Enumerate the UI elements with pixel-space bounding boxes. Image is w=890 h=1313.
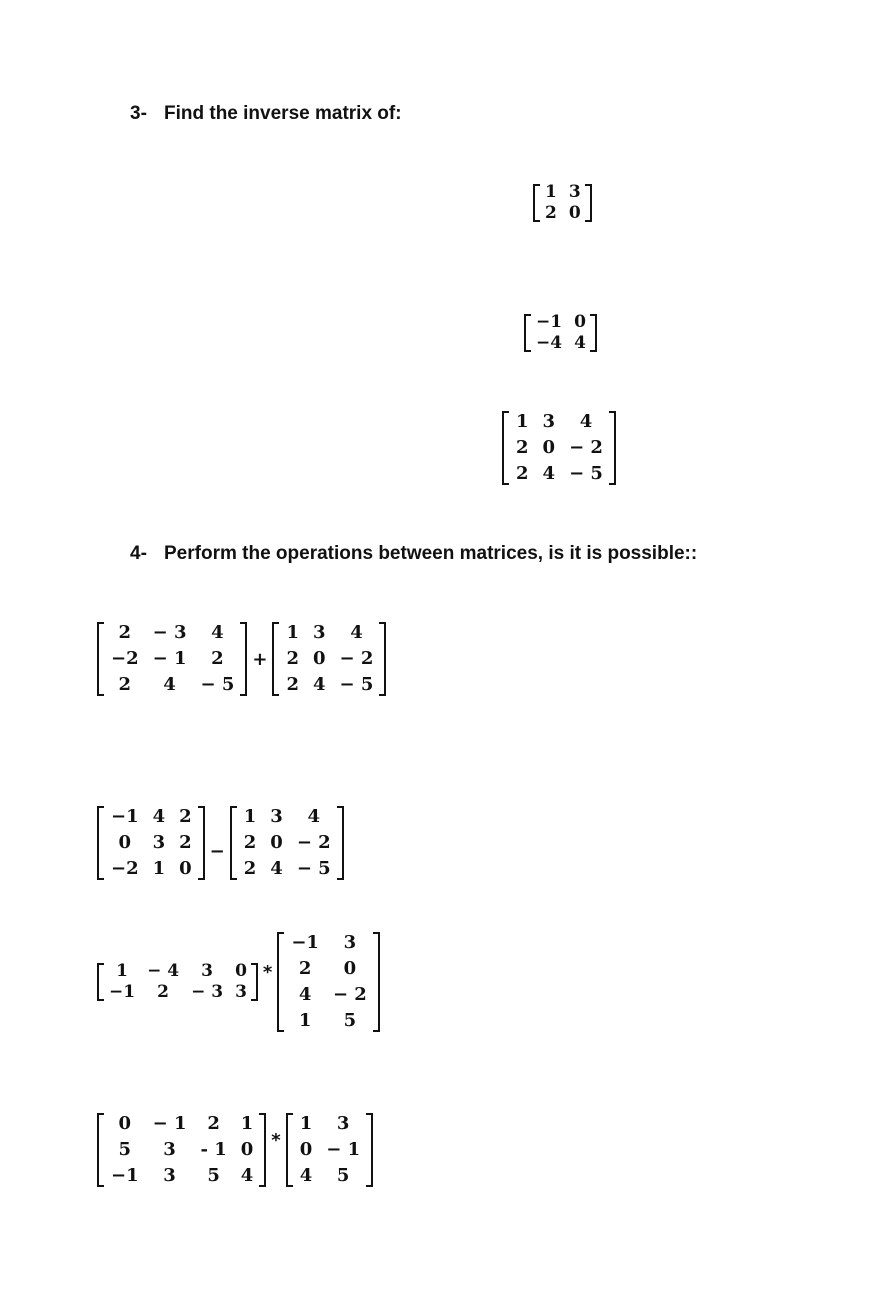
matrix-cell: 2 (207, 1113, 220, 1134)
matrix-cell: 3 (163, 1165, 176, 1186)
matrix (502, 409, 616, 487)
matrix-cell: 4 (542, 463, 556, 484)
plus-operator: + (252, 648, 268, 670)
matrix-cell: 4 (298, 984, 312, 1005)
matrix-cell: 4 (312, 674, 326, 695)
matrix-cell: 1 (286, 622, 299, 643)
matrix-cell: 4 (163, 674, 176, 695)
matrix-cell: 1 (298, 1010, 312, 1031)
matrix-cell: − 5 (339, 674, 374, 695)
operation-subtraction (97, 804, 344, 882)
matrix-cell: 0 (299, 1139, 313, 1160)
matrix (524, 312, 597, 354)
section-3-number: 3- (130, 103, 147, 124)
matrix-cell: − 3 (191, 982, 224, 1002)
matrix-cell: −2 (111, 858, 139, 879)
matrix-cell: −1 (111, 1165, 139, 1186)
matrix-cell: 4 (579, 411, 593, 432)
matrix-cell: 3 (336, 1113, 350, 1134)
matrix-cell: 1 (299, 1113, 313, 1134)
inverse-matrix-2 (524, 312, 597, 354)
matrix-cell: 3 (201, 961, 213, 981)
matrix-cell: 2 (545, 203, 557, 223)
matrix-cell: 4 (240, 1165, 254, 1186)
multiply-operator: * (271, 1129, 281, 1151)
matrix-cell: − 1 (326, 1139, 361, 1160)
operation-multiplication-1 (97, 930, 380, 1034)
matrix-cell: − 2 (569, 437, 603, 458)
matrix (97, 1111, 266, 1189)
matrix-cell: 2 (298, 958, 312, 979)
inverse-matrix-3 (502, 409, 616, 487)
matrix (97, 620, 247, 698)
matrix-cell: 5 (336, 1165, 350, 1186)
matrix-cell: −2 (111, 648, 139, 669)
matrix-cell: 3 (343, 932, 357, 953)
matrix-cell: 2 (118, 674, 132, 695)
matrix-cell: 1 (545, 182, 557, 202)
matrix-cell: −1 (291, 932, 319, 953)
matrix-cell: 4 (270, 858, 283, 879)
matrix-cell: −4 (536, 333, 563, 353)
matrix-cell: 5 (118, 1139, 132, 1160)
matrix-cell: 3 (152, 832, 166, 853)
matrix-cell: 0 (118, 832, 132, 853)
multiply-operator: * (262, 961, 273, 983)
section-4-title: Perform the operations between matrices, is it is possible:: (164, 543, 698, 564)
matrix-cell: 2 (179, 832, 192, 853)
matrix (97, 804, 205, 882)
matrix-cell: 4 (350, 622, 363, 643)
matrix-cell: 3 (270, 806, 283, 827)
matrix (272, 620, 386, 698)
matrix-cell: 3 (235, 982, 247, 1002)
matrix-cell: − 2 (332, 984, 367, 1005)
matrix-cell: 0 (235, 961, 247, 981)
matrix-cell: 2 (516, 463, 529, 484)
matrix-cell: 2 (516, 437, 529, 458)
matrix (97, 961, 258, 1003)
matrix-cell: 0 (574, 312, 586, 332)
matrix-cell: 0 (179, 858, 192, 879)
matrix-cell: 2 (286, 674, 299, 695)
matrix-cell: − 2 (296, 832, 331, 853)
matrix-cell: 2 (157, 982, 169, 1002)
matrix-cell: 2 (118, 622, 132, 643)
matrix-cell: 1 (243, 806, 257, 827)
matrix-cell: 0 (240, 1139, 254, 1160)
matrix-cell: 2 (179, 806, 192, 827)
matrix-cell: 4 (307, 806, 321, 827)
matrix-cell: 3 (163, 1139, 176, 1160)
matrix-cell: 1 (116, 961, 128, 981)
operation-multiplication-2 (97, 1111, 373, 1189)
matrix-cell: − 4 (147, 961, 180, 981)
matrix-cell: 0 (118, 1113, 132, 1134)
matrix-cell: − 5 (296, 858, 331, 879)
matrix-cell: 2 (243, 832, 257, 853)
matrix-cell: 5 (207, 1165, 220, 1186)
matrix-cell: 3 (312, 622, 326, 643)
matrix-cell: 3 (568, 182, 581, 202)
matrix-cell: 5 (343, 1010, 357, 1031)
matrix-cell: − 5 (200, 674, 235, 695)
matrix (230, 804, 344, 882)
matrix-cell: 2 (243, 858, 257, 879)
matrix-cell: 1 (152, 858, 166, 879)
matrix-cell: 2 (211, 648, 224, 669)
matrix-cell: 0 (312, 648, 326, 669)
section-3-title: Find the inverse matrix of: (164, 103, 402, 124)
matrix-cell: 4 (211, 622, 224, 643)
minus-operator: − (209, 840, 225, 862)
matrix-cell: 1 (516, 411, 529, 432)
matrix-cell: 0 (568, 203, 581, 223)
matrix (286, 1111, 373, 1189)
matrix-cell: − 5 (569, 463, 603, 484)
matrix-cell: − 3 (152, 622, 187, 643)
section-3-heading (130, 103, 402, 125)
matrix-cell: − 1 (152, 648, 187, 669)
matrix-cell: 2 (286, 648, 299, 669)
matrix-cell: 4 (574, 333, 586, 353)
matrix-cell: 3 (542, 411, 556, 432)
section-4-heading (130, 543, 697, 565)
section-4-number: 4- (130, 543, 147, 564)
matrix-cell: - 1 (200, 1139, 227, 1160)
matrix-cell: − 2 (339, 648, 374, 669)
matrix-cell: −1 (109, 982, 136, 1002)
matrix-cell: − 1 (152, 1113, 187, 1134)
matrix (533, 182, 592, 224)
matrix-cell: −1 (536, 312, 563, 332)
inverse-matrix-1 (533, 182, 592, 224)
matrix-cell: 0 (343, 958, 357, 979)
matrix-cell: 0 (542, 437, 556, 458)
matrix-cell: 0 (270, 832, 283, 853)
matrix-cell: 1 (240, 1113, 254, 1134)
operation-addition (97, 620, 386, 698)
matrix-cell: 4 (299, 1165, 313, 1186)
matrix-cell: 4 (152, 806, 166, 827)
matrix (277, 930, 379, 1034)
matrix-cell: −1 (111, 806, 139, 827)
